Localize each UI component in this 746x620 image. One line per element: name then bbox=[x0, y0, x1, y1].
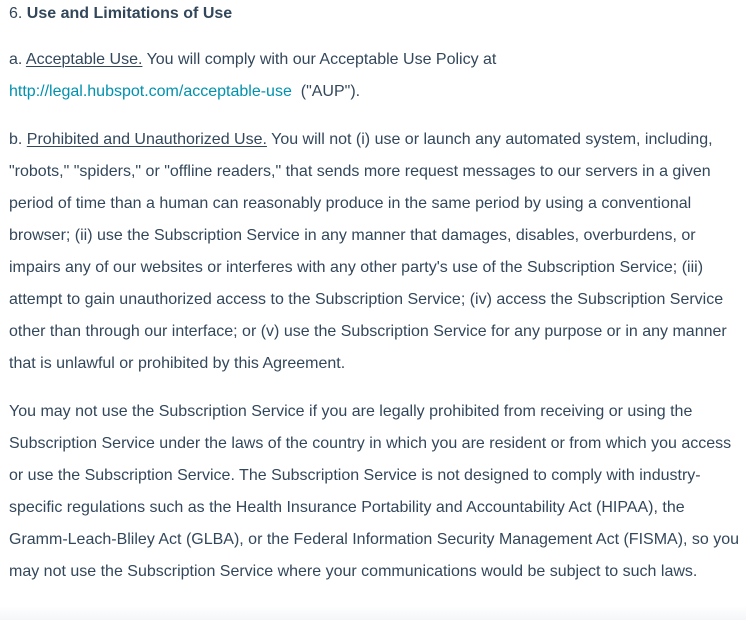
acceptable-use-paragraph bbox=[9, 44, 742, 108]
prohibited-use-paragraph bbox=[9, 124, 742, 380]
prohibited-use-text: You will not (i) use or launch any automated system, including, "robots," "spiders," or "offline readers," that sends more request messages to our servers in a given period of time than a human can reasonably produce in the same period by using a conventional browser; (ii) use the Subscription Service in any manner that damages, disables, overburdens, or impairs any of our websites or interferes with any other party's use of the Subscription Service; (iii) attempt to gain unauthorized access to the Subscription Service; (iv) access the Subscription Service other than through our interface; or (v) use the Subscription Service for any purpose or in any manner that is unlawful or prohibited by this Agreement. bbox=[9, 131, 727, 372]
acceptable-use-policy-link[interactable]: http://legal.hubspot.com/acceptable-use bbox=[9, 83, 292, 100]
prohibited-use-term: Prohibited and Unauthorized Use. bbox=[26, 131, 267, 148]
acceptable-use-prefix: a. bbox=[9, 51, 23, 68]
terms-section bbox=[9, 0, 742, 588]
section-heading bbox=[9, 0, 742, 28]
section-title: Use and Limitations of Use bbox=[26, 5, 233, 22]
bottom-fade bbox=[0, 606, 746, 620]
prohibited-use-prefix: b. bbox=[9, 131, 23, 148]
acceptable-use-text: You will comply with our Acceptable Use Policy at bbox=[142, 51, 497, 68]
section-number: 6. bbox=[9, 5, 23, 22]
aup-abbreviation: ("AUP"). bbox=[291, 83, 361, 100]
legal-restriction-paragraph: You may not use the Subscription Service if you are legally prohibited from receiving or using the Subscription Service under the laws of the country in which you are resident or from which you access or use the Subscription Service. The Subscription Service is not designed to comply with industry-specific regulations such as the Health Insurance Portability and Accountability Act (HIPAA), the Gramm-Leach-Bliley Act (GLBA), or the Federal Information Security Management Act (FISMA), so you may not use the Subscription Service where your communications would be subject to such laws. bbox=[9, 403, 740, 580]
acceptable-use-term: Acceptable Use. bbox=[25, 51, 143, 68]
